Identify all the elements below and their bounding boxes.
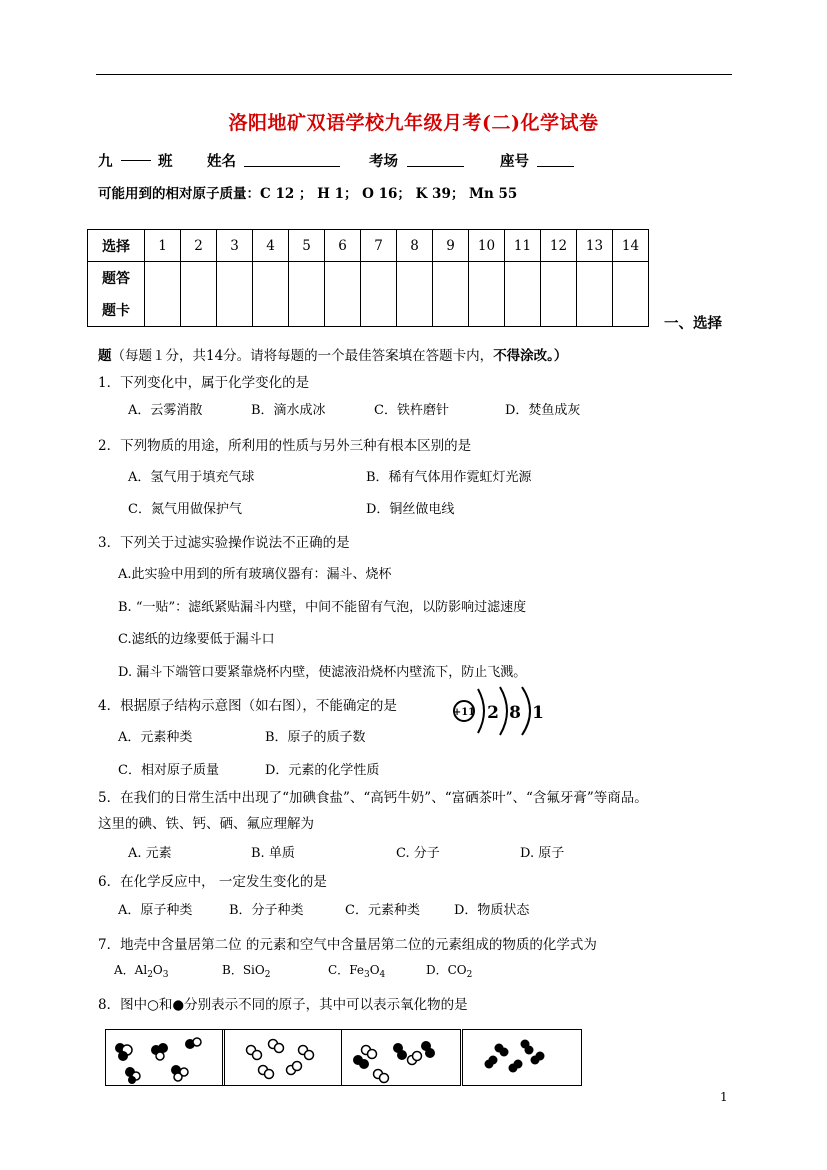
molecule-hollow-pairs <box>247 1040 314 1079</box>
question-stem: 7．地壳中含量居第二位 的元素和空气中含量居第二位的元素组成的物质的化学式为 <box>98 937 597 953</box>
molecule-mixed <box>125 1067 140 1084</box>
answer-number: 6 <box>325 230 361 262</box>
question-option[interactable]: A．$Al_2O_3$ <box>114 963 169 980</box>
question-stem: 1．下列变化中，属于化学变化的是 <box>98 375 310 391</box>
answer-card-table <box>87 229 649 327</box>
question-option[interactable]: C.滤纸的边缘要低于漏斗口 <box>118 632 275 647</box>
seat-label: 座号 <box>500 153 529 170</box>
class-suffix: 班 <box>158 153 173 170</box>
instruction-bold: 不得涂改。） <box>493 348 568 364</box>
section-heading-tail: 一、选择 <box>664 315 722 332</box>
answer-cell[interactable] <box>433 262 469 327</box>
answer-cell[interactable] <box>469 262 505 327</box>
molecule-box-a[interactable] <box>105 1029 225 1086</box>
seat-blank[interactable] <box>537 166 574 167</box>
answer-cell[interactable] <box>217 262 253 327</box>
molecule-mixed <box>171 1065 188 1081</box>
answer-number: 5 <box>289 230 325 262</box>
question-option[interactable]: C．$Fe_3O_4$ <box>328 963 386 980</box>
molecule-mixed <box>115 1043 132 1061</box>
molecule-hollow-pair <box>362 1046 377 1059</box>
molecule-diagram <box>342 1030 460 1085</box>
atom-structure-diagram <box>448 683 558 741</box>
answer-cell[interactable] <box>181 262 217 327</box>
answer-cell[interactable] <box>505 262 541 327</box>
molecule-solid-pair <box>353 1055 369 1069</box>
question-option[interactable]: D．$CO_2$ <box>426 963 473 980</box>
exam-title: 洛阳地矿双语学校九年级月考(二)化学试卷 <box>228 112 599 134</box>
answer-cell[interactable] <box>325 262 361 327</box>
answer-number: 4 <box>253 230 289 262</box>
instruction-text: （每题１分，共14分。请将每题的一个最佳答案填在答题卡内， <box>111 348 494 364</box>
answer-cell[interactable] <box>541 262 577 327</box>
question-stem: 2．下列物质的用途，所利用的性质与另外三种有根本区别的是 <box>98 438 472 454</box>
molecule-solid-pair <box>393 1043 407 1060</box>
molecule-solid-pairs <box>485 1040 545 1073</box>
shell-electrons: 8 <box>509 703 521 723</box>
question-option[interactable]: C．氮气用做保护气 <box>128 502 242 517</box>
molecule-diagram <box>223 1030 341 1085</box>
question-option[interactable]: D. 漏斗下端管口要紧靠烧杯内壁，使滤液沿烧杯内壁流下，防止飞溅。 <box>118 665 527 680</box>
question-option[interactable]: D. 原子 <box>520 846 565 861</box>
answer-number: 3 <box>217 230 253 262</box>
molecule-diagram <box>106 1030 224 1085</box>
question-stem-cont: 这里的碘、铁、钙、硒、氟应理解为 <box>98 816 314 832</box>
question-option[interactable]: A．原子种类 <box>118 903 193 918</box>
answer-number: 11 <box>505 230 541 262</box>
name-label: 姓名 <box>207 153 236 170</box>
electron-shell-arc <box>478 689 484 733</box>
answer-number: 14 <box>613 230 649 262</box>
class-label: 九 <box>98 153 113 170</box>
answer-cell[interactable] <box>613 262 649 327</box>
answer-number: 1 <box>145 230 181 262</box>
section-instruction <box>98 344 567 364</box>
question-option[interactable]: A．元素种类 <box>118 730 193 745</box>
shell-electrons: 1 <box>532 703 544 723</box>
top-rule <box>96 74 732 75</box>
answer-card-label: 题卡 <box>88 294 145 327</box>
question-option[interactable]: A．云雾消散 <box>128 403 203 418</box>
molecule-diagram <box>463 1030 581 1085</box>
question-option[interactable]: B. 单质 <box>251 846 295 861</box>
answer-number: 9 <box>433 230 469 262</box>
shell-electrons: 2 <box>487 703 499 723</box>
question-option[interactable]: D．元素的化学性质 <box>265 763 380 778</box>
question-option[interactable]: A．氢气用于填充气球 <box>128 470 255 485</box>
question-option[interactable]: C. 分子 <box>396 846 440 861</box>
question-stem: 5．在我们的日常生活中出现了“加碘食盐”、“高钙牛奶”、“富硒茶叶”、“含氟牙膏”等商品。 <box>98 790 648 806</box>
question-option[interactable]: D．物质状态 <box>454 903 530 918</box>
question-option[interactable]: B. “一贴”：滤纸紧贴漏斗内壁，中间不能留有气泡，以防影响过滤速度 <box>118 600 527 615</box>
molecule-hollow-pair <box>408 1052 422 1065</box>
answer-number: 12 <box>541 230 577 262</box>
answer-cell[interactable] <box>145 262 181 327</box>
answer-number: 7 <box>361 230 397 262</box>
room-blank[interactable] <box>407 166 464 167</box>
question-option[interactable]: B．原子的质子数 <box>265 730 366 745</box>
answer-cell[interactable] <box>361 262 397 327</box>
question-stem: 6．在化学反应中， 一定发生变化的是 <box>98 874 327 890</box>
name-blank[interactable] <box>244 166 340 167</box>
answer-cell[interactable] <box>289 262 325 327</box>
answer-card-label: 选择 <box>88 230 145 262</box>
molecule-box-d[interactable] <box>462 1029 582 1086</box>
question-option[interactable]: A. 元素 <box>128 846 172 861</box>
question-option[interactable]: C．元素种类 <box>345 903 420 918</box>
electron-shell-arc <box>500 687 507 735</box>
question-option[interactable]: B．分子种类 <box>229 903 304 918</box>
question-option[interactable]: C．铁杵磨针 <box>374 403 449 418</box>
question-stem: 3．下列关于过滤实验操作说法不正确的是 <box>98 535 350 551</box>
question-option[interactable]: B．稀有气体用作霓虹灯光源 <box>366 470 532 485</box>
room-label: 考场 <box>369 153 398 170</box>
molecule-mixed <box>151 1043 168 1060</box>
answer-card-label: 题答 <box>88 262 145 295</box>
atomic-masses: 可能用到的相对原子质量：C 12 ； H 1； O 16； K 39； Mn 55 <box>98 186 518 202</box>
page-number: 1 <box>720 1090 728 1104</box>
question-option[interactable]: B．SiO$_2$ <box>222 963 271 980</box>
answer-number: 13 <box>577 230 613 262</box>
section-heading-head: 题 <box>98 348 112 364</box>
molecule-hollow-pair <box>374 1070 389 1083</box>
molecule-solid-pair <box>421 1041 435 1058</box>
question-option[interactable]: D．焚鱼成灰 <box>505 403 581 418</box>
answer-number: 10 <box>469 230 505 262</box>
question-option[interactable]: D．铜丝做电线 <box>366 502 455 517</box>
question-option[interactable]: A.此实验中用到的所有玻璃仪器有：漏斗、烧杯 <box>118 567 392 582</box>
answer-cell[interactable] <box>253 262 289 327</box>
answer-number: 8 <box>397 230 433 262</box>
molecule-box-c[interactable] <box>341 1029 461 1086</box>
nucleus-charge: +11 <box>452 707 476 718</box>
answer-cell[interactable] <box>397 262 433 327</box>
molecule-mixed <box>185 1038 201 1049</box>
question-option[interactable]: C．相对原子质量 <box>118 763 219 778</box>
question-stem: 8．图中○和●分别表示不同的原子，其中可以表示氧化物的是 <box>98 997 468 1013</box>
question-option[interactable]: B．滴水成冰 <box>251 403 326 418</box>
molecule-box-b[interactable] <box>222 1029 342 1086</box>
answer-cell[interactable] <box>577 262 613 327</box>
class-blank[interactable] <box>121 160 151 161</box>
question-stem: 4．根据原子结构示意图（如右图），不能确定的是 <box>98 698 397 714</box>
answer-number: 2 <box>181 230 217 262</box>
electron-shell-arc <box>522 687 530 735</box>
